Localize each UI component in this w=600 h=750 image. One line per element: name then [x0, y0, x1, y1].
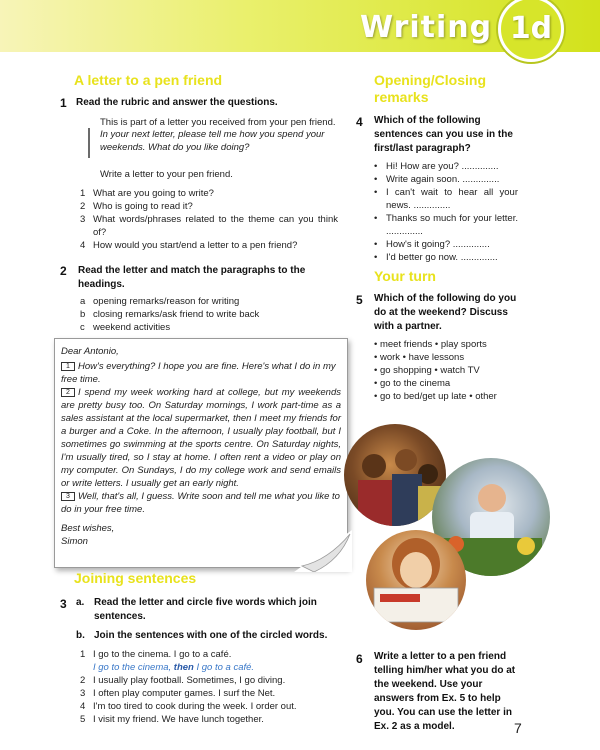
list-item: • I'd better go now. ..............	[374, 251, 518, 264]
q5-text: Which of the following do you do at the weekend? Discuss with a partner.	[374, 293, 517, 332]
woman-reading-photo	[366, 530, 466, 630]
page-title: Writing	[360, 10, 493, 45]
list-item: 2 Who is going to read it?	[80, 201, 193, 212]
page-curl-decoration	[294, 530, 352, 572]
list-item: • I can't wait to hear all your news. ..............	[374, 186, 518, 212]
q2-list	[80, 295, 338, 334]
letter-paragraph-2: 2 I spend my week working hard at college, but my weekends are pretty busy too. On Saturday mornings, I work part-time as a sales assistant at the local supermarket, then I meet my friends for a burger and a Coke. In the afternoon, I usually play football, but I sometimes go swimming at the sports centre. On Saturday nights, I'm usually tired, so I stay at home. I often rent a video or play on my computer. On Sundays, I do my college work and send emails or write letters. I usually get an early night.	[61, 387, 341, 489]
letter-greeting: Dear Antonio,	[61, 346, 119, 357]
q3-example-answer: I go to the cinema, then I go to a café.	[93, 662, 255, 673]
q4-number: 4	[356, 115, 363, 129]
unit-badge	[498, 0, 564, 62]
q5-list	[374, 338, 534, 403]
list-item: 4 I'm too tired to cook during the week. I order out.	[80, 701, 297, 712]
list-item: 3 I often play computer games. I surf the Net.	[80, 688, 276, 699]
q3-number: 3	[60, 597, 67, 611]
friends-photo	[344, 424, 446, 526]
paragraph-box-3: 3	[61, 492, 75, 501]
q1-number: 1	[60, 96, 67, 110]
q4-list	[374, 160, 518, 264]
rubric-intro: This is part of a letter you received from your pen friend.	[100, 117, 336, 128]
q5-number: 5	[356, 293, 363, 307]
list-item: 1 What are you going to write?	[80, 188, 214, 199]
list-item: a opening remarks/reason for writing	[80, 296, 240, 307]
letter-signature: Simon	[61, 536, 88, 547]
section-title-remarks: Opening/Closing remarks	[374, 72, 486, 105]
q6-number: 6	[356, 652, 363, 666]
q1-list	[80, 187, 338, 252]
header-band	[0, 0, 600, 52]
rubric-task: Write a letter to your pen friend.	[100, 169, 233, 180]
page-number: 7	[514, 720, 522, 736]
paragraph-box-1: 1	[61, 362, 75, 371]
list-item: 3 What words/phrases related to the theme can you think of?	[80, 214, 338, 238]
list-item: • Write again soon. ..............	[374, 173, 518, 186]
q2-number: 2	[60, 264, 67, 278]
list-item: 2 I usually play football. Sometimes, I go diving.	[80, 675, 286, 686]
list-item: • go shopping • watch TV	[374, 365, 480, 376]
rubric-quote: In your next letter, please tell me how you spend your weekends. What do you like doing?	[100, 129, 325, 153]
section-title-joining: Joining sentences	[74, 570, 197, 586]
list-item: • work • have lessons	[374, 352, 465, 363]
paragraph-box-2: 2	[61, 388, 75, 397]
q3-b-label: b.	[76, 630, 85, 641]
rubric-quote-box	[88, 128, 336, 158]
list-item: c weekend activities	[80, 322, 171, 333]
list-item: • meet friends • play sports	[374, 339, 487, 350]
unit-badge-label: 1d	[509, 11, 553, 46]
list-item: • go to bed/get up late • other	[374, 391, 497, 402]
q6-text: Write a letter to a pen friend telling him/her what you do at the weekend. Use your answers from Ex. 5 to help you. You can use the letter in Ex. 2 as a model.	[374, 651, 516, 732]
letter-closing: Best wishes,	[61, 523, 115, 534]
q1-text: Read the rubric and answer the questions.	[76, 97, 278, 108]
example-join-word: then	[173, 662, 194, 673]
list-item: 4 How would you start/end a letter to a pen friend?	[80, 240, 298, 251]
q3-list	[80, 648, 342, 726]
section-title-letter: A letter to a pen friend	[74, 72, 223, 88]
section-title-your-turn: Your turn	[374, 268, 436, 284]
list-item: • go to the cinema	[374, 378, 451, 389]
q3-a-label: a.	[76, 597, 85, 608]
q3-b-text: Join the sentences with one of the circled words.	[94, 630, 328, 641]
list-item: • Hi! How are you? ..............	[374, 160, 518, 173]
list-item: 5 I visit my friend. We have lunch together.	[80, 714, 264, 725]
q3-a-text: Read the letter and circle five words which join sentences.	[94, 597, 317, 622]
list-item: • How's it going? ..............	[374, 238, 518, 251]
letter-paragraph-1: 1 How's everything? I hope you are fine. Here's what I do in my free time.	[61, 361, 336, 385]
list-item: 1 I go to the cinema. I go to a café.	[80, 649, 232, 660]
letter-paragraph-3: 3 Well, that's all, I guess. Write soon and tell me what you like to do in your free time.	[61, 491, 340, 515]
q2-text: Read the letter and match the paragraphs to the headings.	[78, 265, 306, 290]
q4-text: Which of the following sentences can you use in the first/last paragraph?	[374, 115, 513, 154]
list-item: b closing remarks/ask friend to write back	[80, 309, 260, 320]
list-item: • Thanks so much for your letter. ..............	[374, 212, 518, 238]
